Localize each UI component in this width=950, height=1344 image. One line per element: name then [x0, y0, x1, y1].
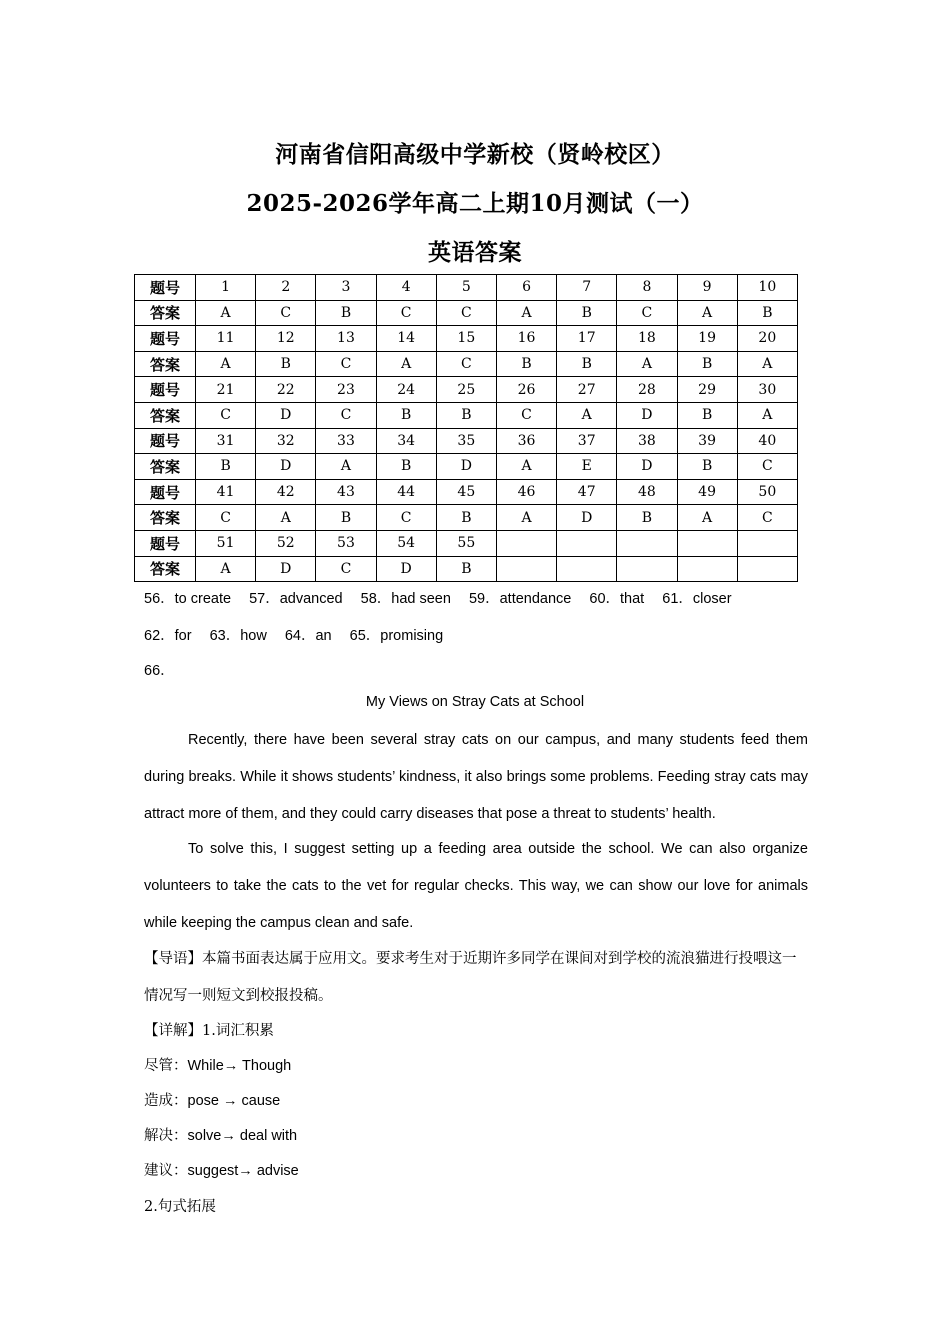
essay-number: 66． [144, 663, 175, 679]
answer-cell: A [196, 300, 256, 326]
fill-in-answers-line-1 [144, 587, 746, 608]
row-label: 答案 [135, 351, 196, 377]
answer-cell [496, 556, 556, 582]
answer-cell [737, 556, 797, 582]
question-number: 45 [436, 479, 496, 505]
question-number: 2 [256, 275, 316, 301]
question-number: 49 [677, 479, 737, 505]
question-number [617, 530, 677, 556]
question-number: 39 [677, 428, 737, 454]
answer-row [135, 351, 798, 377]
fill-answer: 60．that [589, 591, 645, 607]
question-number: 17 [557, 326, 617, 352]
vocab-cn: 尽管： [144, 1058, 188, 1074]
detail-label: 【详解】 [144, 1023, 202, 1039]
question-number: 42 [256, 479, 316, 505]
answer-cell: B [376, 402, 436, 428]
question-number: 11 [196, 326, 256, 352]
question-number: 32 [256, 428, 316, 454]
answer-cell: A [316, 454, 376, 480]
row-label: 答案 [135, 454, 196, 480]
answer-cell: C [496, 402, 556, 428]
question-number: 47 [557, 479, 617, 505]
answer-cell: C [196, 505, 256, 531]
fill-answer: 63．how [209, 628, 267, 644]
answer-cell: C [436, 300, 496, 326]
question-number: 21 [196, 377, 256, 403]
question-number [737, 530, 797, 556]
question-number: 40 [737, 428, 797, 454]
answer-cell [617, 556, 677, 582]
answer-cell: A [496, 454, 556, 480]
answer-cell: B [496, 351, 556, 377]
question-number: 9 [677, 275, 737, 301]
question-number-row [135, 326, 798, 352]
answer-cell: B [677, 351, 737, 377]
answer-cell: B [436, 505, 496, 531]
answer-table [134, 274, 798, 582]
question-number: 20 [737, 326, 797, 352]
answer-cell: B [677, 454, 737, 480]
row-label: 题号 [135, 428, 196, 454]
answer-cell: C [376, 505, 436, 531]
answer-row [135, 556, 798, 582]
question-number: 22 [256, 377, 316, 403]
vocab-item [144, 1083, 808, 1120]
detail-heading [144, 1013, 808, 1050]
question-number: 7 [557, 275, 617, 301]
row-label: 题号 [135, 275, 196, 301]
question-number: 34 [376, 428, 436, 454]
question-number: 19 [677, 326, 737, 352]
question-number [557, 530, 617, 556]
answer-cell: B [617, 505, 677, 531]
vocab-en: While→ Though [187, 1058, 292, 1074]
question-number: 53 [316, 530, 376, 556]
essay-paragraph-2: To solve this, I suggest setting up a feeding area outside the school. We can also organize volunteers to take the cats to the vet for regular checks. This way, we can show our love for animals while keeping the campus clean and safe. [144, 841, 808, 931]
answer-cell: B [316, 505, 376, 531]
answer-cell: A [617, 351, 677, 377]
question-number: 51 [196, 530, 256, 556]
question-number: 41 [196, 479, 256, 505]
question-number: 25 [436, 377, 496, 403]
question-number: 44 [376, 479, 436, 505]
exam-title: 2025-2026学年高二上期10月测试（一） [246, 190, 704, 217]
question-number: 26 [496, 377, 556, 403]
row-label: 题号 [135, 326, 196, 352]
fill-answer: 64．an [284, 628, 332, 644]
vocab-en: pose → cause [187, 1093, 281, 1109]
vocab-cn: 造成： [144, 1093, 188, 1109]
question-number: 43 [316, 479, 376, 505]
question-number: 48 [617, 479, 677, 505]
question-number: 30 [737, 377, 797, 403]
answer-cell: A [496, 505, 556, 531]
question-number: 55 [436, 530, 496, 556]
question-number: 54 [376, 530, 436, 556]
row-label: 题号 [135, 377, 196, 403]
vocab-cn: 解决： [144, 1128, 188, 1144]
answer-cell: C [376, 300, 436, 326]
answer-cell: D [557, 505, 617, 531]
question-number: 18 [617, 326, 677, 352]
question-number: 29 [677, 377, 737, 403]
question-number: 15 [436, 326, 496, 352]
question-number: 12 [256, 326, 316, 352]
fill-answer: 62．for [144, 628, 192, 644]
question-number: 50 [737, 479, 797, 505]
fill-answer: 57．advanced [249, 591, 343, 607]
question-number-row [135, 428, 798, 454]
question-number: 28 [617, 377, 677, 403]
question-number: 36 [496, 428, 556, 454]
fill-answer: 59．attendance [468, 591, 572, 607]
question-number [677, 530, 737, 556]
fill-answer: 58．had seen [360, 591, 451, 607]
answer-cell: B [436, 556, 496, 582]
question-number: 31 [196, 428, 256, 454]
question-number: 23 [316, 377, 376, 403]
answer-cell: A [737, 351, 797, 377]
row-label: 答案 [135, 300, 196, 326]
question-number: 52 [256, 530, 316, 556]
question-number-row [135, 479, 798, 505]
answer-cell: A [196, 556, 256, 582]
row-label: 答案 [135, 402, 196, 428]
question-number-row [135, 377, 798, 403]
vocab-item [144, 1048, 808, 1085]
fill-answer: 56．to create [144, 591, 232, 607]
answer-row [135, 505, 798, 531]
question-number: 10 [737, 275, 797, 301]
answer-cell: C [436, 351, 496, 377]
essay-title: My Views on Stray Cats at School [365, 694, 585, 710]
answer-row [135, 454, 798, 480]
question-number: 35 [436, 428, 496, 454]
question-number: 13 [316, 326, 376, 352]
answer-cell: C [316, 402, 376, 428]
answer-cell: C [316, 556, 376, 582]
answer-cell: D [256, 402, 316, 428]
answer-cell: B [316, 300, 376, 326]
vocab-en: suggest→ advise [187, 1163, 299, 1179]
question-number: 24 [376, 377, 436, 403]
fill-in-answers-line-2 [144, 624, 457, 645]
question-number: 27 [557, 377, 617, 403]
question-number-row [135, 530, 798, 556]
answer-cell: A [376, 351, 436, 377]
essay-paragraph-1: Recently, there have been several stray cats on our campus, and many students feed them during breaks. While it shows students’ kindness, it also brings some problems. Feeding stray cats may attract more of them, and they could carry diseases that pose a threat to students’ health. [144, 732, 808, 822]
question-number: 33 [316, 428, 376, 454]
question-number: 6 [496, 275, 556, 301]
answer-cell: A [677, 505, 737, 531]
answer-cell: D [376, 556, 436, 582]
answer-cell [557, 556, 617, 582]
row-label: 题号 [135, 479, 196, 505]
question-number: 4 [376, 275, 436, 301]
question-number: 14 [376, 326, 436, 352]
sentence-heading: 2.句式拓展 [144, 1199, 216, 1215]
answer-cell: A [677, 300, 737, 326]
vocab-item [144, 1118, 808, 1155]
school-name: 河南省信阳高级中学新校（贤岭校区） [275, 141, 675, 168]
guide-paragraph: 【导语】本篇书面表达属于应用文。要求考生对于近期许多同学在课间对到学校的流浪猫进行投喂这一情况写一则短文到校报投稿。 [144, 951, 797, 1004]
question-number: 5 [436, 275, 496, 301]
answer-cell: D [436, 454, 496, 480]
vocab-en: solve→ deal with [187, 1128, 298, 1144]
answer-cell: C [196, 402, 256, 428]
row-label: 答案 [135, 505, 196, 531]
answer-cell: B [737, 300, 797, 326]
question-number: 37 [557, 428, 617, 454]
answer-cell: A [496, 300, 556, 326]
subject-title: 英语答案 [428, 239, 522, 266]
answer-cell: B [376, 454, 436, 480]
answer-cell: B [677, 402, 737, 428]
answer-cell: D [256, 454, 316, 480]
answer-cell: A [196, 351, 256, 377]
answer-cell: C [737, 454, 797, 480]
answer-cell: B [196, 454, 256, 480]
answer-row [135, 402, 798, 428]
question-number: 38 [617, 428, 677, 454]
vocab-cn: 建议： [144, 1163, 188, 1179]
answer-cell: A [557, 402, 617, 428]
fill-answer: 61．closer [662, 591, 732, 607]
answer-cell [677, 556, 737, 582]
answer-cell: A [256, 505, 316, 531]
answer-cell: D [256, 556, 316, 582]
answer-cell: C [737, 505, 797, 531]
detail-first: 1.词汇积累 [202, 1023, 274, 1039]
vocab-item [144, 1153, 808, 1190]
row-label: 题号 [135, 530, 196, 556]
answer-cell: C [256, 300, 316, 326]
answer-cell: A [737, 402, 797, 428]
question-number: 8 [617, 275, 677, 301]
question-number-row [135, 275, 798, 301]
question-number: 3 [316, 275, 376, 301]
answer-cell: E [557, 454, 617, 480]
answer-row [135, 300, 798, 326]
answer-cell: B [557, 351, 617, 377]
question-number: 1 [196, 275, 256, 301]
answer-cell: D [617, 454, 677, 480]
answer-cell: C [316, 351, 376, 377]
fill-answer: 65．promising [349, 628, 444, 644]
question-number: 46 [496, 479, 556, 505]
question-number [496, 530, 556, 556]
answer-cell: B [256, 351, 316, 377]
answer-cell: B [436, 402, 496, 428]
question-number: 16 [496, 326, 556, 352]
row-label: 答案 [135, 556, 196, 582]
answer-cell: B [557, 300, 617, 326]
answer-cell: C [617, 300, 677, 326]
answer-cell: D [617, 402, 677, 428]
